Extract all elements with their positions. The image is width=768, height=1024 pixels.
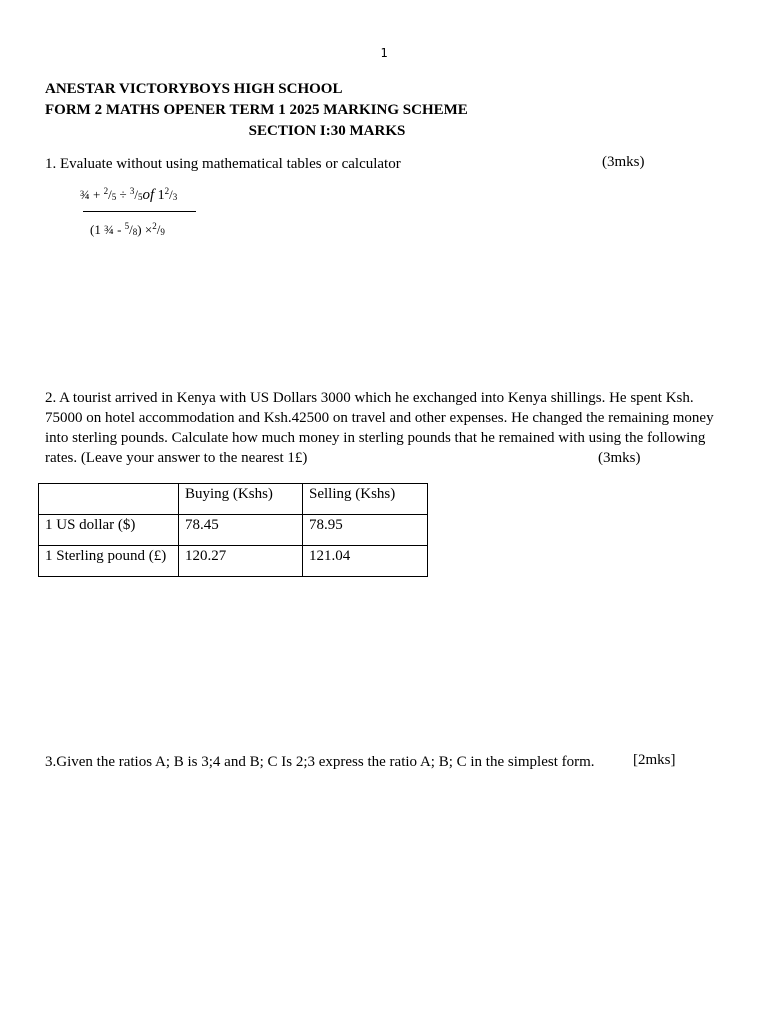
- q1-numerator: ¾ + $^2$/5 ÷ $^3$/5of $1^2/3$: [80, 186, 178, 203]
- school-name: ANESTAR VICTORYBOYS HIGH SCHOOL: [45, 81, 343, 97]
- q1-num-part-a: ¾ +: [80, 187, 104, 202]
- table-header-cell: Selling (Kshs): [303, 484, 428, 515]
- table-cell: 78.95: [303, 515, 428, 546]
- q1-den-times: ) ×: [137, 222, 153, 237]
- q1-num-of: of: [142, 187, 155, 203]
- question-1-marks: (3mks): [602, 154, 645, 170]
- q1-den-b-den: 8: [132, 227, 138, 237]
- exchange-rate-table: [38, 483, 428, 577]
- table-cell: 78.45: [179, 515, 303, 546]
- question-2-text: 2. A tourist arrived in Kenya with US Dollars 3000 which he exchanged into Kenya shillings. He spent Ksh. 75000 on hotel accommodation and Ksh.42500 on travel and other expenses. He changed the remaining money into sterling pounds. Calculate how much money in sterling pounds that he remained with using the following rates. (Leave your answer to the nearest 1£): [45, 390, 714, 466]
- q1-den-part-a: (1 ¾ -: [90, 222, 125, 237]
- q1-den-c-num: 2: [152, 221, 157, 231]
- q1-fraction-bar: [83, 211, 196, 212]
- q1-den-b-num: 5: [124, 221, 130, 231]
- question-2-marks: (3mks): [598, 450, 641, 466]
- table-row: [39, 515, 428, 546]
- q1-den-c-den: 9: [160, 227, 165, 237]
- q1-num-d-whole: 1: [154, 188, 165, 203]
- question-3-marks: [2mks]: [633, 752, 676, 768]
- q1-num-b-num: 2: [103, 186, 109, 196]
- table-cell: 121.04: [303, 546, 428, 577]
- q1-num-b-den: 5: [111, 192, 117, 202]
- q1-num-c-num: 3: [129, 186, 135, 196]
- table-cell: 120.27: [179, 546, 303, 577]
- table-header-cell: Buying (Kshs): [179, 484, 303, 515]
- question-3-text: 3.Given the ratios A; B is 3;4 and B; C Is 2;3 express the ratio A; B; C in the simplest form.: [45, 754, 595, 770]
- q1-num-div: ÷: [116, 187, 130, 202]
- question-1-text: 1. Evaluate without using mathematical tables or calculator: [45, 156, 401, 172]
- q1-num-c-den: 5: [137, 192, 143, 202]
- table-header-row: [39, 484, 428, 515]
- q1-num-d-den: 3: [172, 192, 178, 202]
- q1-denominator: (1 ¾ - $^5$/8) ×$^2$/9: [90, 221, 165, 237]
- page-number: 1: [380, 46, 388, 60]
- section-title: SECTION I:30 MARKS: [248, 123, 406, 139]
- table-cell: 1 US dollar ($): [39, 515, 179, 546]
- exam-title: FORM 2 MATHS OPENER TERM 1 2025 MARKING SCHEME: [45, 102, 468, 118]
- q1-num-d-num: 2: [164, 186, 170, 196]
- table-header-cell: [39, 484, 179, 515]
- table-cell: 1 Sterling pound (£): [39, 546, 179, 577]
- table-row: [39, 546, 428, 577]
